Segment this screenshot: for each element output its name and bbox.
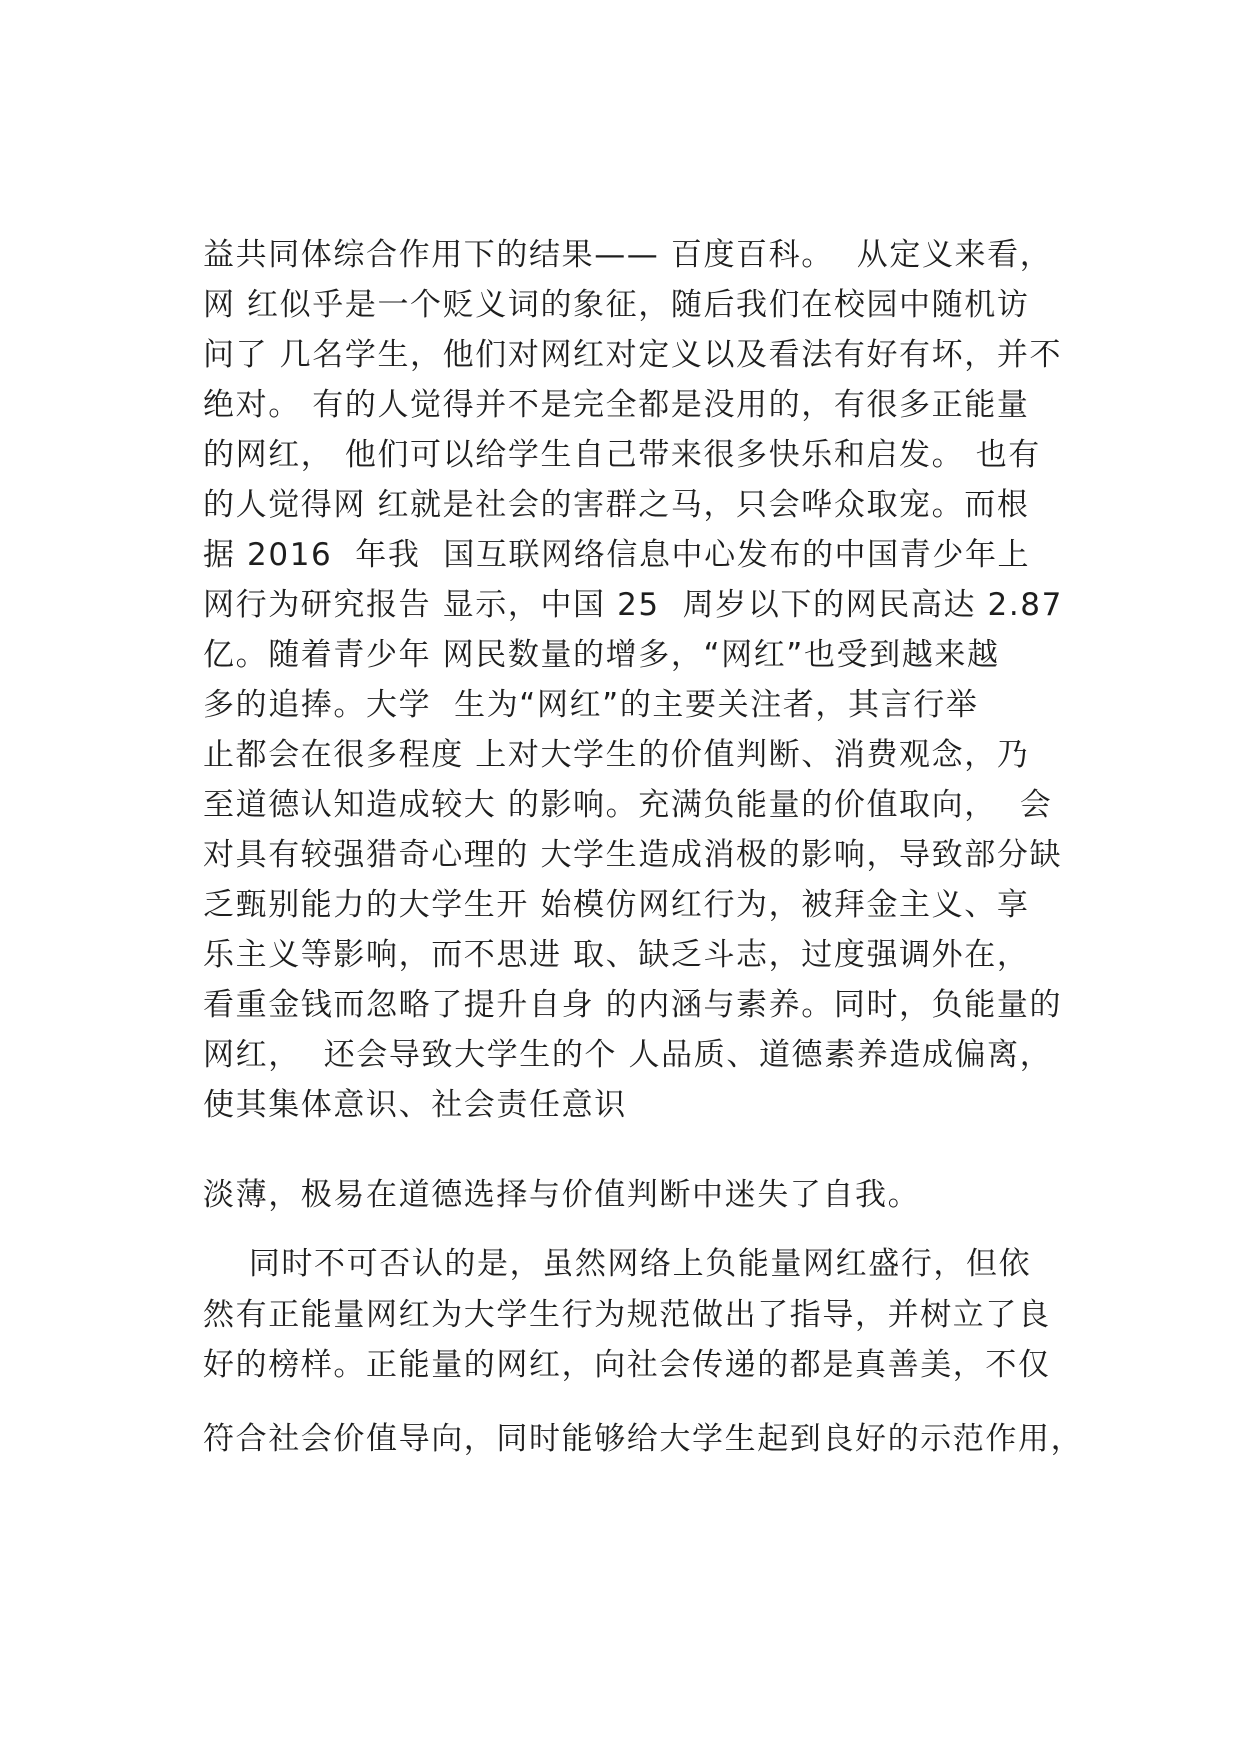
text-line: 网 红似乎是一个贬义词的象征，随后我们在校园中随机访 [203,287,1030,323]
text-line: 绝对。 有的人觉得并不是完全都是没用的，有很多正能量 [203,387,1030,423]
text-line: 网行为研究报告 显示，中国 25 周岁以下的网民高达 2.87 [203,587,1063,623]
text-line: 多的追捧。大学 生为“网红”的主要关注者，其言行举 [203,687,979,723]
text-line: 看重金钱而忽略了提升自身 的内涵与素养。同时，负能量的 [203,987,1063,1023]
text-line: 问了 几名学生，他们对网红对定义以及看法有好有坏，并不 [203,337,1063,373]
text-line: 亿。随着青少年 网民数量的增多，“网红”也受到越来越 [203,637,1000,673]
text-line: 据 2016 年我 国互联网络信息中心发布的中国青少年上 [203,537,1031,573]
paragraph-first-line: 同时不可否认的是，虽然网络上负能量网红盛行，但依 [203,1246,1032,1282]
text-line: 淡薄，极易在道德选择与价值判断中迷失了自我。 [203,1177,921,1213]
text-line: 对具有较强猎奇心理的 大学生造成消极的影响，导致部分缺 [203,837,1063,873]
text-line: 益共同体综合作用下的结果—— 百度百科。 从定义来看， [203,237,1053,273]
text-line: 止都会在很多程度 上对大学生的价值判断、消费观念，乃 [203,737,1030,773]
text-line: 乏甄别能力的大学生开 始模仿网红行为，被拜金主义、享 [203,887,1030,923]
text-line: 然有正能量网红为大学生行为规范做出了指导，并树立了良 [203,1297,1051,1333]
text-line: 乐主义等影响，而不思进 取、缺乏斗志，过度强调外在， [203,937,1030,973]
text-line: 好的榜样。正能量的网红，向社会传递的都是真善美，不仅 [203,1347,1051,1383]
text-line: 使其集体意识、社会责任意识 [203,1087,627,1123]
text-line: 网红， 还会导致大学生的个 人品质、道德素养造成偏离， [203,1037,1053,1073]
text-line: 符合社会价值导向，同时能够给大学生起到良好的示范作用， [203,1421,1084,1457]
text-line: 的网红， 他们可以给学生自己带来很多快乐和启发。 也有 [203,437,1041,473]
text-line: 至道德认知造成较大 的影响。充满负能量的价值取向， 会 [203,787,1053,823]
text-line: 的人觉得网 红就是社会的害群之马，只会哗众取宠。而根 [203,487,1030,523]
